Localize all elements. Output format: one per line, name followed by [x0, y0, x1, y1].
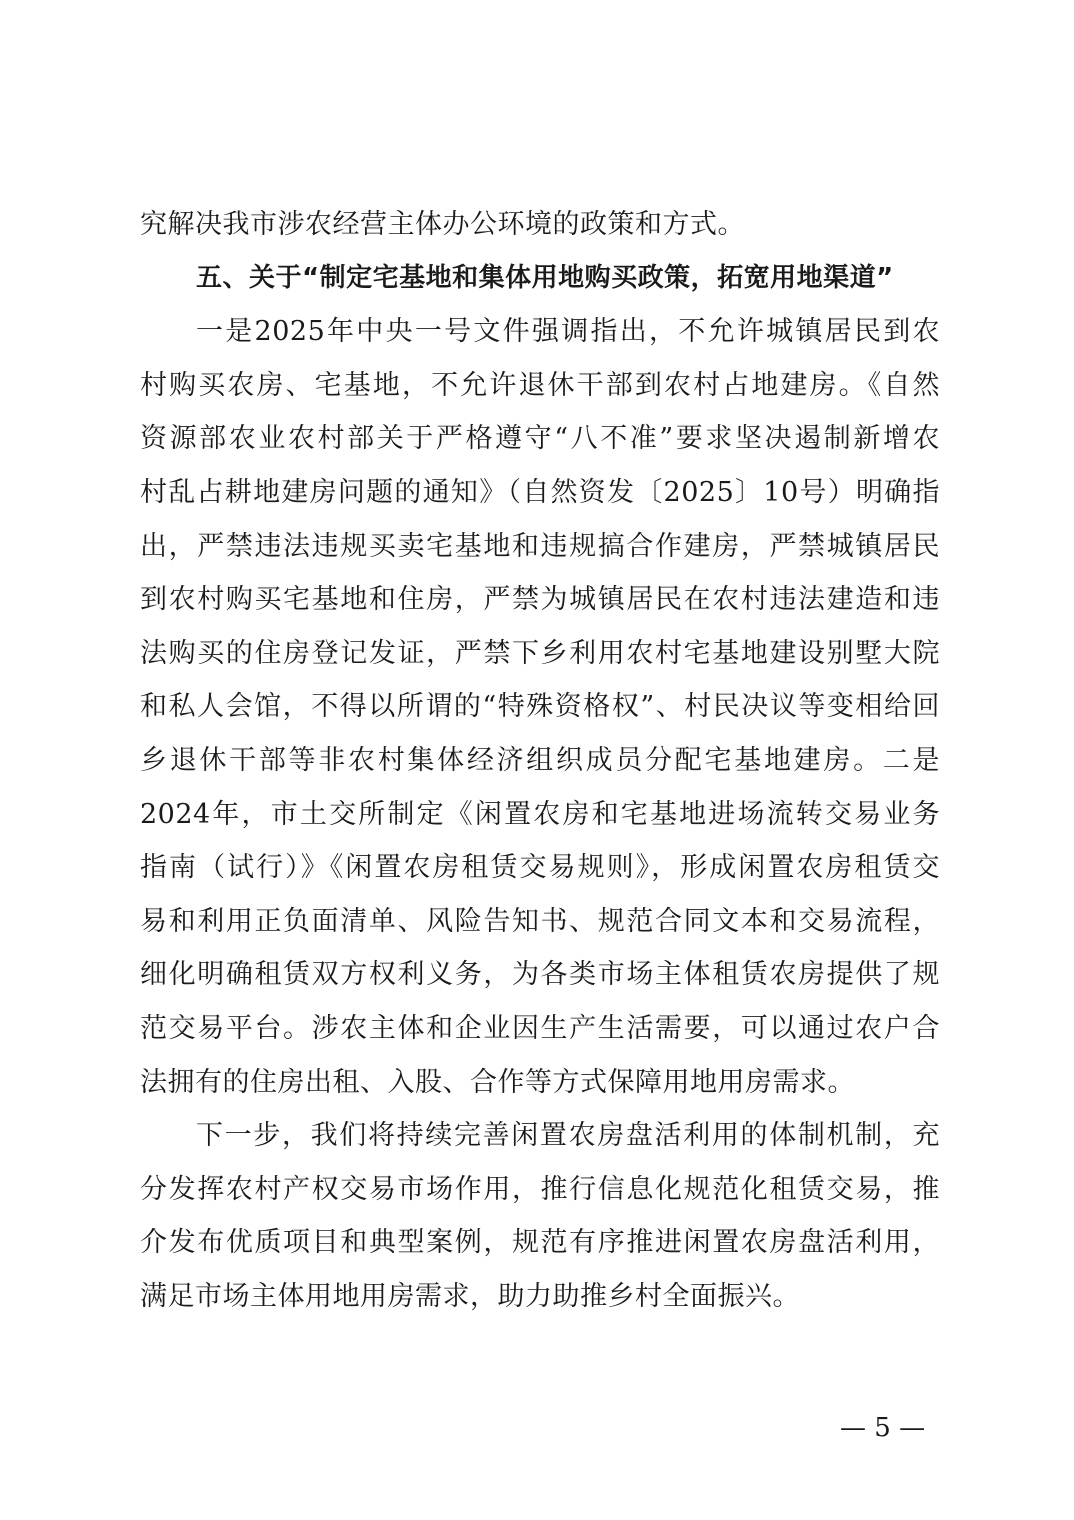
paragraph-line: 到农村购买宅基地和住房，严禁为城镇居民在农村违法建造和违 [140, 584, 940, 616]
paragraph-line: 和私人会馆，不得以所谓的“特殊资格权”、村民决议等变相给回 [140, 691, 940, 723]
paragraph-line: 法拥有的住房出租、入股、合作等方式保障用地用房需求。 [140, 1066, 855, 1098]
paragraph-line: 究解决我市涉农经营主体办公环境的政策和方式。 [140, 209, 745, 240]
paragraph-line: 满足市场主体用地用房需求，助力助推乡村全面振兴。 [140, 1280, 800, 1312]
paragraph-line: 介发布优质项目和典型案例，规范有序推进闲置农房盘活利用， [140, 1227, 940, 1259]
paragraph-line: 村购买农房、宅基地，不允许退休干部到农村占地建房。《自然 [140, 369, 940, 401]
paragraph-line: 易和利用正负面清单、风险告知书、规范合同文本和交易流程， [140, 905, 940, 937]
section-heading: 五、关于“制定宅基地和集体用地购买政策，拓宽用地渠道” [196, 262, 894, 293]
body-text [140, 198, 940, 1323]
paragraph-line: 分发挥农村产权交易市场作用，推行信息化规范化租赁交易，推 [140, 1173, 940, 1205]
paragraph-line: 一是2025年中央一号文件强调指出，不允许城镇居民到农 [196, 316, 940, 348]
paragraph-line: 出，严禁违法违规买卖宅基地和违规搞合作建房，严禁城镇居民 [140, 530, 940, 562]
paragraph-line: 细化明确租赁双方权利义务，为各类市场主体租赁农房提供了规 [140, 959, 940, 991]
paragraph-line: 乡退休干部等非农村集体经济组织成员分配宅基地建房。二是 [140, 744, 940, 776]
paragraph-line: 范交易平台。涉农主体和企业因生产生活需要，可以通过农户合 [140, 1012, 940, 1044]
paragraph-line: 村乱占耕地建房问题的通知》（自然资发〔2025〕10号）明确指 [140, 476, 940, 508]
paragraph-line: 下一步，我们将持续完善闲置农房盘活利用的体制机制，充 [196, 1120, 940, 1152]
paragraph-line: 指南（试行）》《闲置农房租赁交易规则》，形成闲置农房租赁交 [140, 852, 940, 884]
page-number: — 5 — [840, 1413, 926, 1443]
paragraph-line: 法购买的住房登记发证，严禁下乡利用农村宅基地建设别墅大院 [140, 637, 940, 669]
paragraph-line: 2024年，市土交所制定《闲置农房和宅基地进场流转交易业务 [140, 798, 940, 830]
paragraph-line: 资源部农业农村部关于严格遵守“八不准”要求坚决遏制新增农 [140, 423, 940, 455]
